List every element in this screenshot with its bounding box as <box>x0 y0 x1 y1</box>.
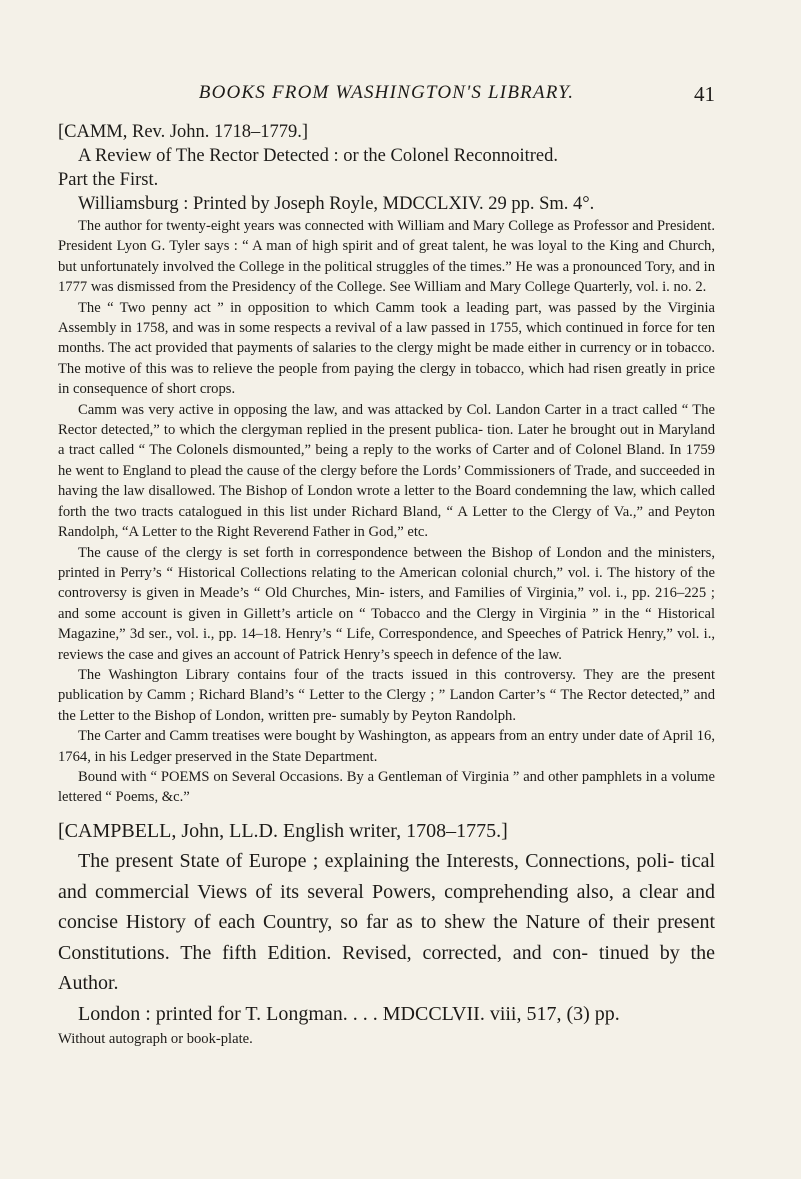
entry-imprint: Williamsburg : Printed by Joseph Royle, MDCCLXIV. 29 pp. Sm. 4°. <box>78 194 595 214</box>
note-paragraph: The Washington Library contains four of the tracts issued in this controversy. They are the present publication by Camm ; Richard Bland’s “ Letter to the Clergy ; ” Landon Carter’s “ The Rector detected,” and the Letter to the Bishop of London, written pre- sumably by Peyton Randolph. <box>58 666 715 724</box>
entry-imprint: London : printed for T. Longman. . . . MDCCLVII. viii, 517, (3) pp. <box>78 1002 620 1025</box>
entry-separator <box>58 808 715 816</box>
entry-heading-campbell: [CAMPBELL, John, LL.D. English writer, 1708–1775.] <box>58 819 508 842</box>
note-paragraph: Without autograph or book-plate. <box>58 1031 253 1048</box>
page-content <box>58 120 715 1050</box>
note-paragraph: The “ Two penny act ” in opposition to which Camm took a leading part, was passed by the Virginia Assembly in 1758, and was in some respects a revival of a law passed in 1755, which continued in force for ten months. The act provided that payments of salaries to the clergy might be made either in currency or in tobacco. The motive of this was to relieve the people from paying the clergy in tobacco, which had risen greatly in price in consequence of short crops. <box>58 299 715 398</box>
note-paragraph: The cause of the clergy is set forth in correspondence between the Bishop of London and the ministers, printed in Perry’s “ Historical Collections relating to the American colonial church,” vol. i. The history of the controversy is given in Meade’s “ Old Churches, Min- isters, and Families of Virginia,” vol. i., pp. 216–225 ; and some account is given in Gillett’s article on “ Tobacco and the Clergy in Virginia ” in the “ Historical Magazine,” 3d ser., vol. i., pp. 14–18. Henry’s “ Life, Correspondence, and Speeches of Patrick Henry,” vol. i., reviews the case and gives an account of Patrick Henry’s speech in defence of the law. <box>58 544 715 663</box>
entry-title-line: A Review of The Rector Detected : or the Colonel Reconnoitred. <box>78 146 559 166</box>
note-paragraph: The Carter and Camm treatises were bought by Washington, as appears from an entry under date of April 16, 1764, in his Ledger preserved in the State Department. <box>58 728 715 765</box>
running-title: BOOKS FROM WASHINGTON'S LIBRARY. <box>198 82 575 103</box>
entry-title-line: Part the First. <box>58 170 159 190</box>
entry-heading-camm: [CAMM, Rev. John. 1718–1779.] <box>58 122 309 142</box>
note-paragraph: Bound with “ POEMS on Several Occasions. By a Gentleman of Virginia ” and other pamphlets in a volume lettered “ Poems, &c.” <box>58 768 715 806</box>
running-head <box>58 82 715 110</box>
entry-title: The present State of Europe ; explaining the Interests, Connections, poli- tical and commercial Views of its several Powers, comprehending also, a clear and concise History of each Country, so far as to shew the Nature of their present Constitutions. The fifth Edition. Revised, corrected, and con- tinued by the Author. <box>58 850 715 995</box>
note-paragraph: The author for twenty-eight years was connected with William and Mary College as Professor and President. President Lyon G. Tyler says : “ A man of high spirit and of great talent, he was loyal to the King and Church, but unfortunately involved the College in the political struggles of the times.” He was a pronounced Tory, and in 1777 was dismissed from the Presidency of the College. See William and Mary College Quarterly, vol. i. no. 2. <box>58 218 715 296</box>
page-number: 41 <box>694 82 715 106</box>
note-paragraph: Camm was very active in opposing the law, and was attacked by Col. Landon Carter in a tract called “ The Rector detected,” to which the clergyman replied in the present publica- tion. Later he brought out in Maryland a tract called “ The Colonels dismounted,” being a reply to the works of Carter and of Colonel Bland. In 1759 he went to England to plead the cause of the clergy before the Lords’ Commissioners of Trade, and succeeded in having the law disallowed. The Bishop of London wrote a letter to the Board condemning the law, which called forth the two tracts catalogued in this list under Richard Bland, “ A Letter to the Clergy of Va.,” and Peyton Randolph, “A Letter to the Right Reverend Father in God,” etc. <box>58 401 715 541</box>
